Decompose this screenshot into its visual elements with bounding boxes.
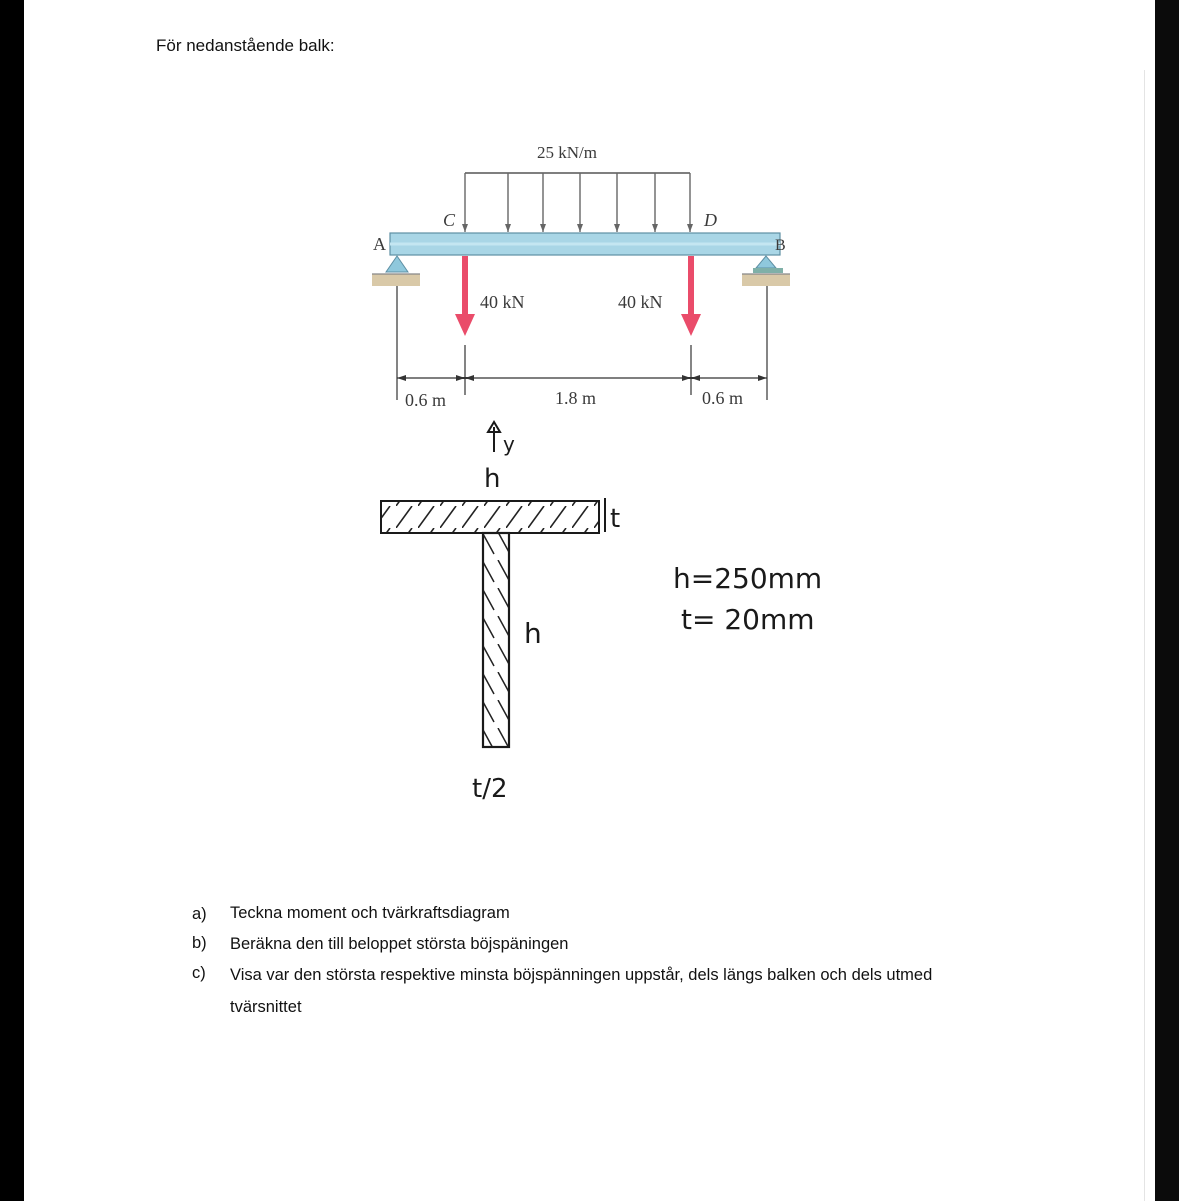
question-label: b) — [192, 934, 207, 952]
point-load-left-label: 40 kN — [480, 292, 525, 312]
dimension-right-label: 0.6 m — [702, 388, 744, 408]
support-b-label: B — [775, 237, 786, 254]
point-load-left — [462, 256, 468, 318]
y-axis-label: y — [503, 432, 515, 456]
h-value: h=250mm — [673, 562, 823, 595]
question-item — [192, 900, 992, 929]
point-c-label: C — [443, 210, 456, 230]
question-label: a) — [192, 905, 207, 923]
flange — [381, 501, 599, 533]
pin-support-a — [372, 256, 420, 286]
question-text: Beräkna den till beloppet största böjspäningen — [230, 935, 569, 953]
question-label: c) — [192, 964, 206, 982]
distributed-load-label: 25 kN/m — [537, 143, 597, 162]
support-a-label: A — [373, 234, 386, 254]
web-thickness-label: t/2 — [472, 774, 508, 804]
question-list — [192, 900, 992, 1023]
distributed-load — [462, 173, 693, 232]
question-text: Teckna moment och tvärkraftsdiagram — [230, 904, 510, 922]
dimension-middle-label: 1.8 m — [555, 388, 597, 408]
web — [483, 533, 509, 747]
roller-support-b — [742, 256, 790, 286]
question-item — [192, 929, 992, 959]
point-d-label: D — [704, 210, 717, 230]
point-load-right — [688, 256, 694, 318]
point-load-right-label: 40 kN — [618, 292, 663, 312]
intro-text: För nedanstående balk: — [156, 36, 335, 55]
t-value: t= 20mm — [681, 603, 815, 636]
flange-width-label: h — [484, 464, 501, 494]
dimension-left-label: 0.6 m — [405, 390, 447, 410]
question-text: Visa var den största respektive minsta böjspänningen uppstår, dels längs balken och dels utmed tvärsnittet — [230, 966, 933, 1016]
flange-thickness-label: t — [610, 504, 621, 534]
question-item — [192, 959, 992, 1023]
dimension-lines — [397, 286, 767, 400]
cross-section — [381, 422, 822, 804]
web-height-label: h — [524, 617, 542, 650]
